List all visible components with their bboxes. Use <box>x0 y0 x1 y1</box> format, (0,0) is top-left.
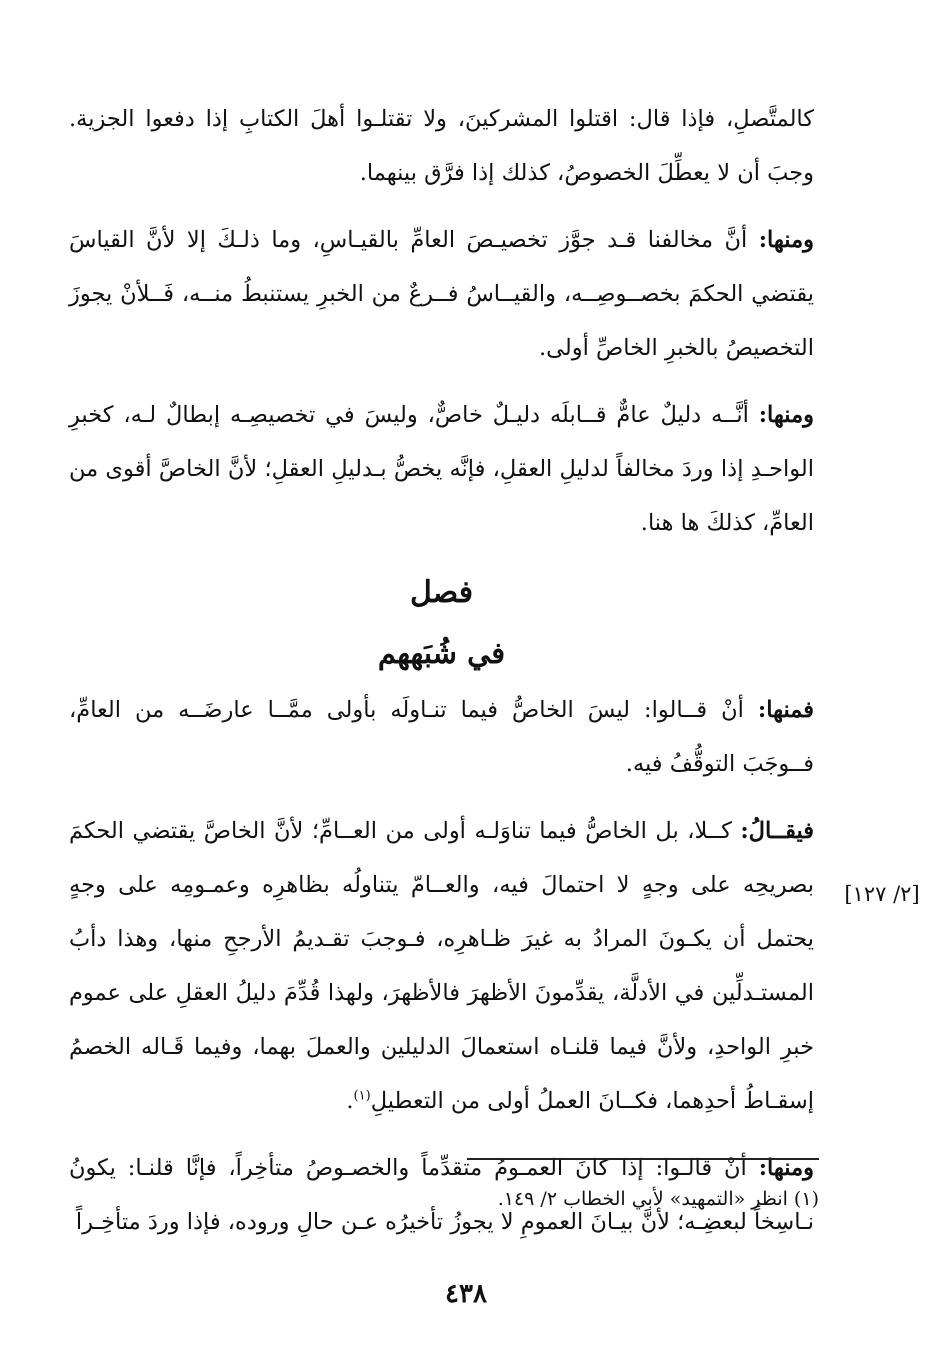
paragraph-2-lead: ومنها: <box>758 227 814 253</box>
page-number: ٤٣٨ <box>445 1279 487 1309</box>
paragraph-5 <box>69 804 814 1128</box>
paragraph-5-lead: فيقــالُ: <box>740 818 814 844</box>
section-heading: فصل <box>409 575 474 610</box>
paragraph-3 <box>69 388 814 550</box>
paragraph-5-end: . <box>346 1088 354 1114</box>
paragraph-1-text: كالمتَّصلِ، فإذا قال: اقتلوا المشركينَ، ولا تقتلـوا أهلَ الكتابِ إذا دفعوا الجزية. وجبَ أن لا يعطِّلَ الخصوصُ، كذلك إذا فرَّق بينهما. <box>69 106 814 186</box>
paragraph-1 <box>69 92 814 200</box>
paragraph-4 <box>69 683 814 791</box>
paragraph-4-lead: فمنها: <box>757 697 814 723</box>
margin-volume-page-reference: [٢/ ١٢٧] <box>844 882 920 906</box>
footnote-text: (١) انظر «التمهيد» لأبي الخطاب ٢/ ١٤٩. <box>497 1188 819 1210</box>
paragraph-5-text: كــلا، بل الخاصُّ فيما تناوَلـه أولى من العــامِّ؛ لأنَّ الخاصَّ يقتضي الحكمَ بصريحِه على وجهٍ لا احتمالَ فيه، والعــامّ يتناولُه بظاهرِه وعمـومِه على وجهٍ يحتمل أن يكـونَ المرادُ به غيرَ ظـاهرِه، فـوجبَ تقـديمُ الأرجحِ منها، وهذا دأبُ المستـدلِّين في الأدلَّة، يقدِّمونَ الأظهرَ فالأظهرَ، ولهذا قُدِّمَ دليلُ العقلِ على عموم خبرِ الواحدِ، ولأنَّ فيما قلنـاه استعمالَ الدليلين والعملَ بهما، وفيما قَـاله الخصمُ إسقـاطُ أحدِهما، فكــانَ العملُ أولى من التعطيلِ <box>69 818 814 1114</box>
paragraph-2-text: أنَّ مخالفنا قـد جوَّز تخصيـصَ العامِّ بالقيـاسِ، وما ذلـكَ إلا لأنَّ القياسَ يقتضي الحكمَ بخصــوصِــه، والقيــاسُ فــرعٌ من الخبرِ يستنبطُ منــه، فَــلأنْ يجوزَ التخصيصُ بالخبرِ الخاصِّ أولى. <box>69 227 814 361</box>
section-subheading: في شُبَههم <box>377 636 506 670</box>
footnote-marker[interactable]: (١) <box>353 1088 371 1104</box>
paragraph-2 <box>69 213 814 375</box>
paragraph-6-lead: ومنها: <box>758 1155 814 1181</box>
paragraph-6-text: أنْ قالـوا: إذا كانَ العمـومُ متقدِّماً والخصـوصُ متأخِراً، فإنَّا قلنـا: يكونُ نـاسِخاً لبعضِـه؛ لأنَّ بيـانَ العمومِ لا يجوزُ تأخيرُه عـن حالِ وروده، فإذا وردَ متأخِـراً <box>69 1155 814 1235</box>
footnote-divider <box>467 1158 819 1160</box>
paragraph-4-text: أنْ قــالوا: ليسَ الخاصُّ فيما تنـاولَه بأولى ممَّــا عارضَــه من العامِّ، فــوجَبَ التوقُّفُ فيه. <box>69 697 814 777</box>
paragraph-3-lead: ومنها: <box>758 402 814 428</box>
paragraph-3-text: أنَّــه دليلٌ عامٌّ قــابلَه دليـلٌ خاصٌّ، وليسَ في تخصيصِـه إبطالٌ لـه، كخبرِ الواحـدِ إذا وردَ مخالفاً لدليلِ العقلِ، فإنَّه يخصُّ بـدليلِ العقلِ؛ لأنَّ الخاصَّ أقوى من العامِّ، كذلكَ ها هنا. <box>69 402 814 536</box>
main-text-block <box>69 92 814 1262</box>
